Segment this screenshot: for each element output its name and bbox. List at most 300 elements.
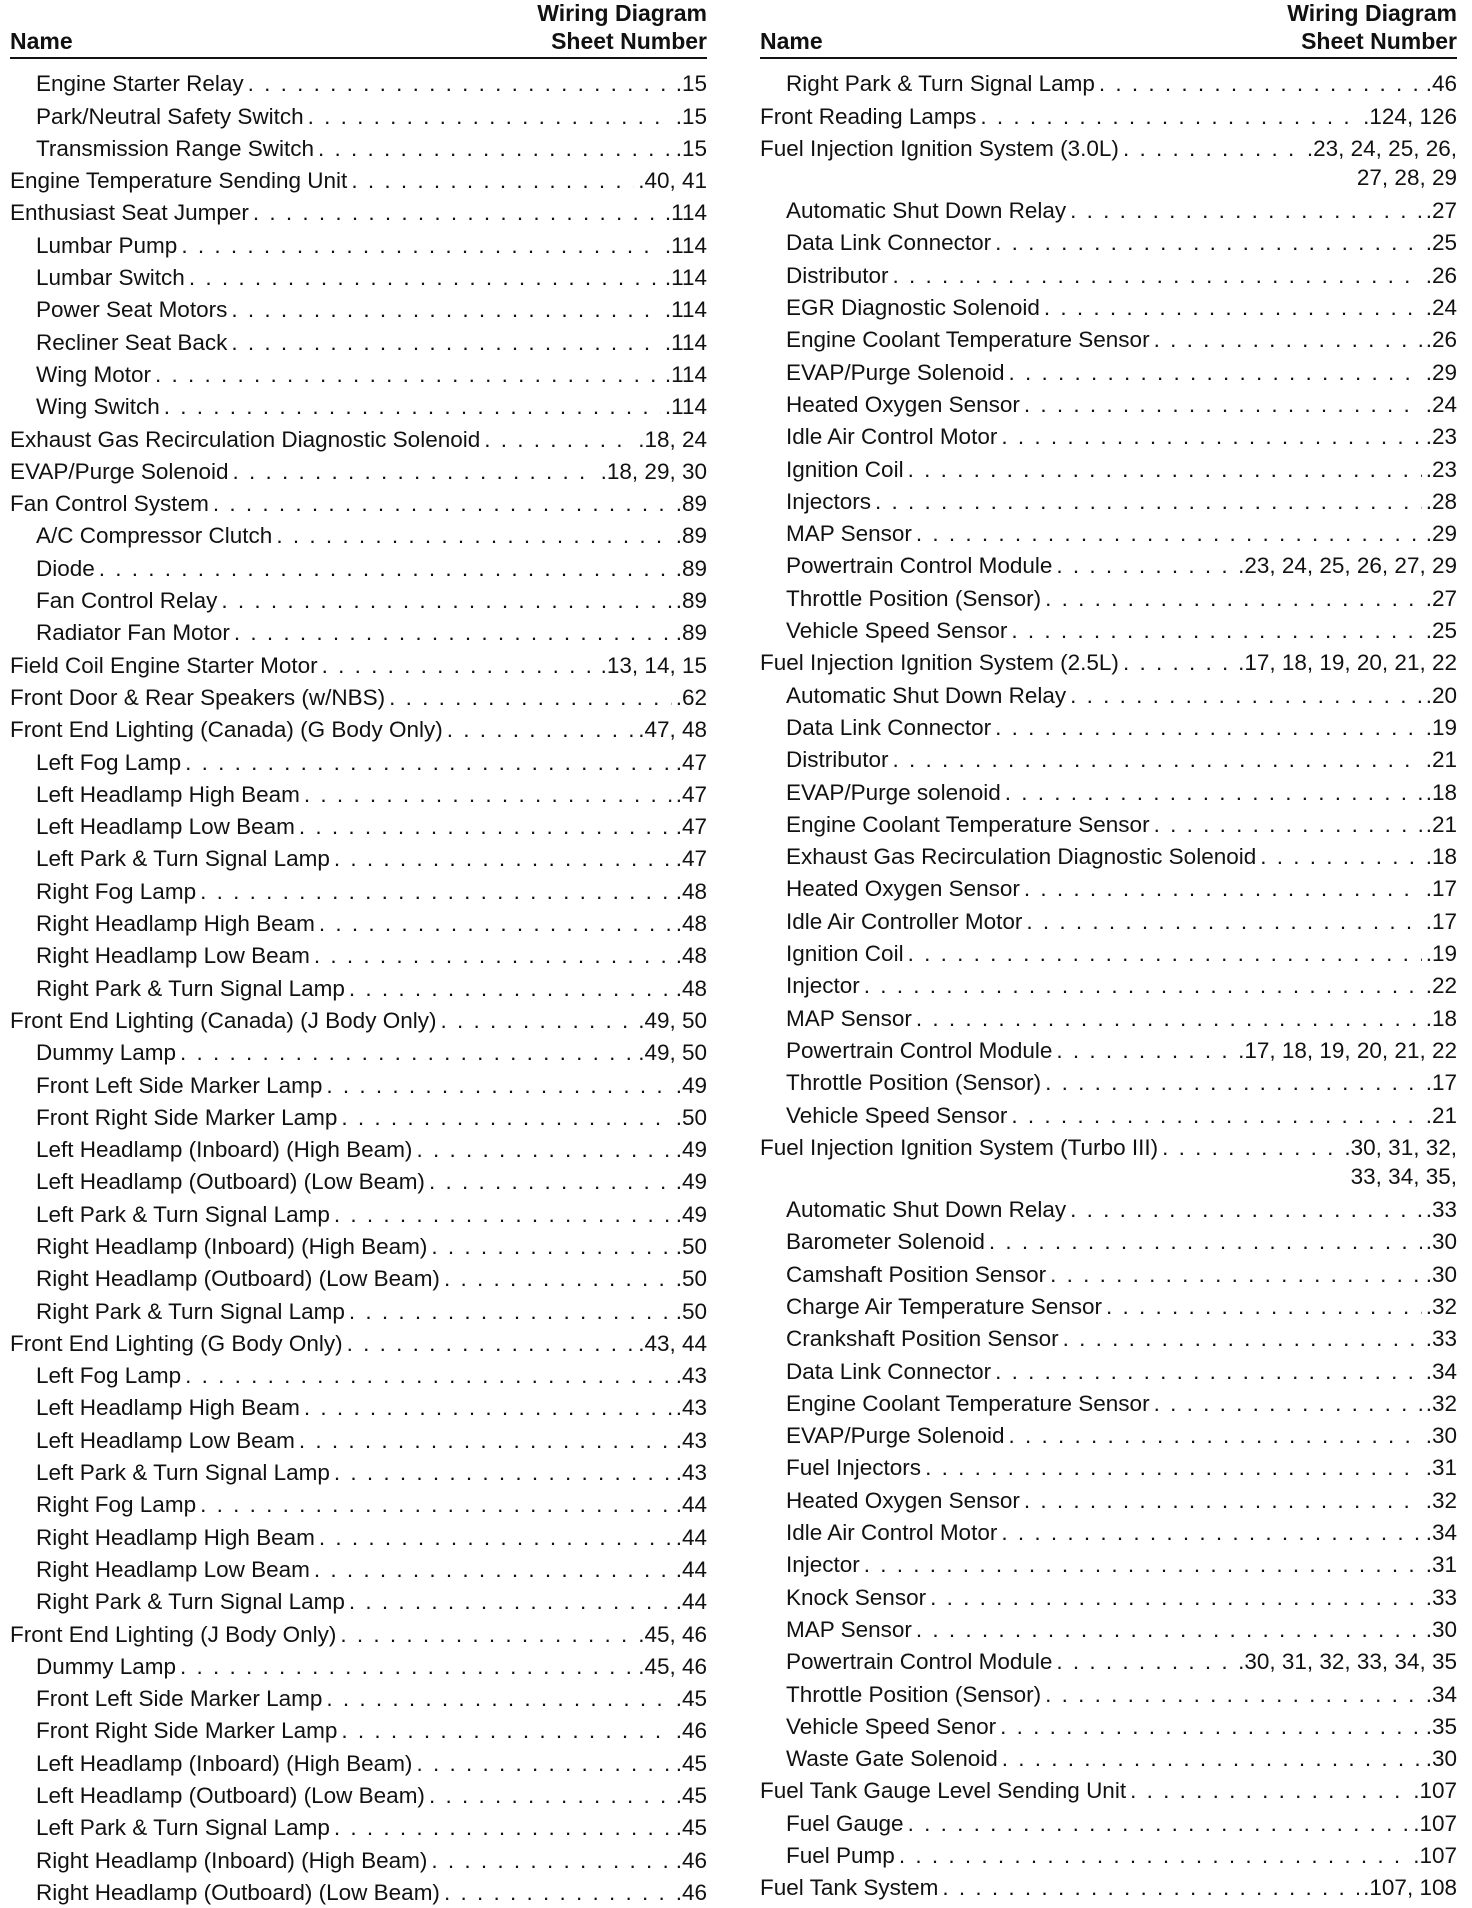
dot-leader bbox=[1045, 1068, 1422, 1098]
entry-name: Front End Lighting (J Body Only) bbox=[10, 1621, 337, 1647]
dot-leader bbox=[1154, 810, 1422, 840]
index-entry bbox=[10, 713, 707, 745]
index-subentry bbox=[760, 549, 1457, 581]
entry-name: Ignition Coil bbox=[786, 456, 904, 482]
dot-leader bbox=[1056, 1647, 1234, 1677]
entry-sheet-numbers: .44 bbox=[675, 1492, 707, 1518]
index-entry bbox=[10, 1004, 707, 1036]
dot-leader bbox=[1001, 1518, 1421, 1548]
entry-name: Front End Lighting (Canada) (G Body Only) bbox=[10, 717, 443, 743]
entry-sheet-numbers: .40, 41 bbox=[638, 168, 707, 194]
entry-name: Powertrain Control Module bbox=[786, 1037, 1053, 1063]
index-subentry bbox=[760, 1451, 1457, 1483]
index-subentry bbox=[760, 1419, 1457, 1451]
index-subentry bbox=[760, 1193, 1457, 1225]
index-subentry bbox=[10, 1165, 707, 1197]
sheet-header-line1: Wiring Diagram bbox=[1287, 0, 1457, 26]
entry-sheet-numbers: .13, 14, 15 bbox=[600, 652, 707, 678]
entry-name: EVAP/Purge Solenoid bbox=[10, 458, 229, 484]
dot-leader bbox=[276, 521, 671, 551]
dot-leader bbox=[1070, 196, 1422, 226]
index-subentry bbox=[10, 1423, 707, 1455]
dot-leader bbox=[1123, 648, 1234, 678]
index-entry bbox=[10, 196, 707, 228]
index-subentry bbox=[760, 226, 1457, 258]
entry-sheet-numbers: .21 bbox=[1425, 747, 1457, 773]
entry-name: Heated Oxygen Sensor bbox=[786, 391, 1020, 417]
entry-sheet-numbers: .21 bbox=[1425, 811, 1457, 837]
name-header: Name bbox=[760, 28, 823, 54]
index-subentry bbox=[760, 1806, 1457, 1838]
right-column bbox=[760, 0, 1457, 1903]
entry-name: Wing Switch bbox=[36, 394, 160, 420]
entry-sheet-numbers: .47 bbox=[675, 814, 707, 840]
dot-leader bbox=[334, 1813, 672, 1843]
sheet-number-header bbox=[1287, 0, 1457, 55]
index-subentry bbox=[10, 551, 707, 583]
entry-sheet-numbers: .46 bbox=[675, 1847, 707, 1873]
index-subentry bbox=[760, 1387, 1457, 1419]
dot-leader bbox=[416, 1135, 671, 1165]
index-subentry bbox=[10, 1133, 707, 1165]
dot-leader bbox=[1000, 1712, 1422, 1742]
index-subentry bbox=[10, 1230, 707, 1262]
entry-name: MAP Sensor bbox=[786, 521, 912, 547]
entry-sheet-numbers: .26 bbox=[1425, 262, 1457, 288]
dot-leader bbox=[989, 1227, 1422, 1257]
entry-name: Left Headlamp (Outboard) (Low Beam) bbox=[36, 1169, 425, 1195]
entry-name: Front Reading Lamps bbox=[760, 103, 977, 129]
entry-sheet-numbers: .89 bbox=[675, 588, 707, 614]
entry-sheet-numbers: .89 bbox=[675, 491, 707, 517]
entry-name: Engine Coolant Temperature Sensor bbox=[786, 1390, 1150, 1416]
entry-name: Front End Lighting (G Body Only) bbox=[10, 1330, 343, 1356]
dot-leader bbox=[444, 1878, 672, 1908]
entry-sheet-numbers: .47, 48 bbox=[638, 717, 707, 743]
entry-sheet-numbers: .49 bbox=[675, 1201, 707, 1227]
entry-name: Charge Air Temperature Sensor bbox=[786, 1293, 1102, 1319]
sheet-number-header bbox=[537, 0, 707, 55]
entry-sheet-numbers: .49 bbox=[675, 1169, 707, 1195]
dot-leader bbox=[1130, 1776, 1409, 1806]
entry-sheet-numbers: .49, 50 bbox=[638, 1007, 707, 1033]
dot-leader bbox=[875, 487, 1422, 517]
dot-leader bbox=[1260, 842, 1421, 872]
dot-leader bbox=[995, 1357, 1422, 1387]
entry-sheet-numbers: .32 bbox=[1425, 1487, 1457, 1513]
index-subentry bbox=[760, 420, 1457, 452]
column-header bbox=[760, 0, 1457, 59]
index-subentry bbox=[760, 1483, 1457, 1515]
entry-sheet-numbers: .47 bbox=[675, 781, 707, 807]
index-subentry bbox=[10, 519, 707, 551]
dot-leader bbox=[429, 1781, 672, 1811]
entry-sheet-numbers: .20 bbox=[1425, 682, 1457, 708]
index-subentry bbox=[10, 1036, 707, 1068]
dot-leader bbox=[893, 261, 1422, 291]
index-subentry bbox=[10, 1585, 707, 1617]
entry-sheet-numbers: .17, 18, 19, 20, 21, 22 bbox=[1238, 650, 1457, 676]
dot-leader bbox=[1123, 134, 1303, 164]
dot-leader bbox=[213, 489, 672, 519]
dot-leader bbox=[349, 974, 672, 1004]
dot-leader bbox=[1001, 422, 1421, 452]
dot-leader bbox=[916, 1004, 1422, 1034]
entry-name: MAP Sensor bbox=[786, 1005, 912, 1031]
entry-name: Left Headlamp Low Beam bbox=[36, 814, 295, 840]
index-subentry bbox=[760, 1066, 1457, 1098]
entry-sheet-numbers: .114 bbox=[664, 297, 707, 323]
entry-name: Automatic Shut Down Relay bbox=[786, 1197, 1067, 1223]
entry-sheet-numbers: .25 bbox=[1425, 618, 1457, 644]
entry-name: Right Park & Turn Signal Lamp bbox=[36, 1589, 345, 1615]
index-subentry bbox=[760, 1839, 1457, 1871]
dot-leader bbox=[1162, 1133, 1340, 1163]
entry-sheet-numbers: .47 bbox=[675, 749, 707, 775]
dot-leader bbox=[930, 1583, 1422, 1613]
index-subentry bbox=[10, 1714, 707, 1746]
dot-leader bbox=[164, 392, 661, 422]
entry-name: Front Left Side Marker Lamp bbox=[36, 1072, 323, 1098]
entry-sheet-numbers: .31 bbox=[1425, 1455, 1457, 1481]
index-subentry bbox=[10, 261, 707, 293]
index-entry bbox=[760, 1774, 1457, 1806]
entry-name: Left Fog Lamp bbox=[36, 1363, 182, 1389]
dot-leader bbox=[334, 844, 672, 874]
entry-name: Transmission Range Switch bbox=[36, 135, 315, 161]
entry-sheet-numbers: .50 bbox=[675, 1266, 707, 1292]
index-subentry bbox=[10, 132, 707, 164]
entry-name: Radiator Fan Motor bbox=[36, 620, 230, 646]
entry-sheet-numbers: .17 bbox=[1425, 908, 1457, 934]
entry-name: Left Park & Turn Signal Lamp bbox=[36, 846, 330, 872]
entry-name: Left Fog Lamp bbox=[36, 749, 182, 775]
index-entry bbox=[760, 132, 1457, 164]
dot-leader bbox=[99, 554, 672, 584]
index-entry bbox=[10, 422, 707, 454]
index-subentry bbox=[760, 452, 1457, 484]
entry-name: Fuel Tank Gauge Level Sending Unit bbox=[760, 1778, 1127, 1804]
entry-name: Automatic Shut Down Relay bbox=[786, 682, 1067, 708]
dot-leader bbox=[1045, 584, 1422, 614]
dot-leader bbox=[200, 1490, 672, 1520]
index-subentry bbox=[10, 390, 707, 422]
entry-sheet-numbers: .18 bbox=[1425, 844, 1457, 870]
dot-leader bbox=[231, 328, 661, 358]
entry-sheet-numbers: .44 bbox=[675, 1556, 707, 1582]
index-subentry bbox=[10, 1876, 707, 1908]
entry-name: Front End Lighting (Canada) (J Body Only) bbox=[10, 1007, 437, 1033]
index-subentry bbox=[10, 971, 707, 1003]
entry-name: Right Headlamp (Outboard) (Low Beam) bbox=[36, 1879, 440, 1905]
dot-leader bbox=[349, 1587, 672, 1617]
entry-name: Vehicle Speed Sensor bbox=[786, 1102, 1008, 1128]
entry-sheet-numbers: .30 bbox=[1425, 1616, 1457, 1642]
entry-sheet-numbers: .15 bbox=[675, 71, 707, 97]
entry-sheet-numbers: .107, 108 bbox=[1363, 1875, 1457, 1901]
index-subentry bbox=[760, 1225, 1457, 1257]
dot-leader bbox=[916, 519, 1422, 549]
entry-name: Right Headlamp Low Beam bbox=[36, 943, 310, 969]
dot-leader bbox=[1056, 551, 1234, 581]
dot-leader bbox=[1008, 1421, 1421, 1451]
dot-leader bbox=[248, 69, 672, 99]
entry-sheet-numbers: .23, 24, 25, 26, bbox=[1306, 135, 1457, 161]
index-entry bbox=[10, 487, 707, 519]
dot-leader bbox=[942, 1873, 1359, 1903]
entry-name: Lumbar Switch bbox=[36, 265, 185, 291]
dot-leader bbox=[925, 1453, 1422, 1483]
entry-name: Throttle Position (Sensor) bbox=[786, 1070, 1042, 1096]
entry-sheet-numbers: .89 bbox=[675, 555, 707, 581]
index-subentry bbox=[10, 1294, 707, 1326]
dot-leader bbox=[416, 1749, 671, 1779]
entry-name: Fuel Injection Ignition System (3.0L) bbox=[760, 135, 1119, 161]
entry-name: Exhaust Gas Recirculation Diagnostic Solenoid bbox=[10, 426, 481, 452]
entry-name: Left Headlamp (Inboard) (High Beam) bbox=[36, 1750, 413, 1776]
index-subentry bbox=[760, 517, 1457, 549]
dot-leader bbox=[1026, 907, 1421, 937]
entry-sheet-numbers: .46 bbox=[1425, 71, 1457, 97]
entry-name: Exhaust Gas Recirculation Diagnostic Solenoid bbox=[786, 844, 1257, 870]
dot-leader bbox=[351, 166, 634, 196]
index-subentry bbox=[10, 584, 707, 616]
entry-sheet-numbers: .21 bbox=[1425, 1102, 1457, 1128]
index-subentry bbox=[10, 358, 707, 390]
entry-sheet-numbers: .62 bbox=[675, 684, 707, 710]
entry-sheet-numbers: .30 bbox=[1425, 1261, 1457, 1287]
dot-leader bbox=[1011, 1101, 1421, 1131]
dot-leader bbox=[155, 360, 661, 390]
index-subentry bbox=[760, 1290, 1457, 1322]
entry-name: Data Link Connector bbox=[786, 230, 992, 256]
dot-leader bbox=[1070, 681, 1422, 711]
entry-sheet-numbers: .17, 18, 19, 20, 21, 22 bbox=[1238, 1037, 1457, 1063]
index-subentry bbox=[10, 1456, 707, 1488]
dot-leader bbox=[440, 1006, 634, 1036]
dot-leader bbox=[1002, 1744, 1422, 1774]
index-subentry bbox=[760, 388, 1457, 420]
dot-leader bbox=[347, 1329, 635, 1359]
index-subentry bbox=[760, 1516, 1457, 1548]
index-subentry bbox=[760, 485, 1457, 517]
dot-leader bbox=[908, 939, 1422, 969]
index-subentry bbox=[10, 745, 707, 777]
index-entry bbox=[10, 164, 707, 196]
index-subentry bbox=[760, 1001, 1457, 1033]
dot-leader bbox=[447, 715, 634, 745]
dot-leader bbox=[308, 102, 672, 132]
index-subentry bbox=[10, 1488, 707, 1520]
entry-name: Park/Neutral Safety Switch bbox=[36, 103, 304, 129]
dot-leader bbox=[334, 1200, 672, 1230]
entry-sheet-numbers: .29 bbox=[1425, 521, 1457, 547]
entry-sheet-numbers-continued: 27, 28, 29 bbox=[1356, 164, 1457, 190]
index-subentry bbox=[10, 293, 707, 325]
dot-leader bbox=[431, 1846, 671, 1876]
index-subentry bbox=[760, 1034, 1457, 1066]
dot-leader bbox=[304, 1393, 672, 1423]
entry-sheet-numbers: .44 bbox=[675, 1524, 707, 1550]
entry-name: Right Park & Turn Signal Lamp bbox=[36, 1298, 345, 1324]
entry-name: Right Headlamp Low Beam bbox=[36, 1556, 310, 1582]
left-column bbox=[10, 0, 707, 1908]
entry-sheet-numbers: .30 bbox=[1425, 1229, 1457, 1255]
index-subentry bbox=[760, 258, 1457, 290]
entry-name: Field Coil Engine Starter Motor bbox=[10, 652, 318, 678]
entry-name: Ignition Coil bbox=[786, 941, 904, 967]
index-subentry bbox=[760, 937, 1457, 969]
entry-name: Powertrain Control Module bbox=[786, 553, 1053, 579]
entry-sheet-numbers: .17 bbox=[1425, 1070, 1457, 1096]
entry-sheet-numbers: .49 bbox=[675, 1137, 707, 1163]
dot-leader bbox=[1011, 616, 1421, 646]
entry-name: Left Park & Turn Signal Lamp bbox=[36, 1815, 330, 1841]
entry-name: Fan Control System bbox=[10, 491, 209, 517]
dot-leader bbox=[1056, 1036, 1234, 1066]
entry-sheet-numbers: .34 bbox=[1425, 1358, 1457, 1384]
entry-name: Distributor bbox=[786, 262, 889, 288]
entry-name: EGR Diagnostic Solenoid bbox=[786, 295, 1040, 321]
entry-sheet-numbers: .50 bbox=[675, 1233, 707, 1259]
entry-name: Idle Air Control Motor bbox=[786, 1520, 998, 1546]
index-subentry bbox=[760, 1322, 1457, 1354]
dot-leader bbox=[326, 1071, 671, 1101]
dot-leader bbox=[234, 618, 672, 648]
entry-name: Left Headlamp (Outboard) (Low Beam) bbox=[36, 1783, 425, 1809]
entry-sheet-numbers: .45, 46 bbox=[638, 1653, 707, 1679]
entry-name: Fan Control Relay bbox=[36, 588, 218, 614]
dot-leader bbox=[341, 1716, 671, 1746]
index-subentry bbox=[760, 1548, 1457, 1580]
entry-sheet-numbers: .18 bbox=[1425, 779, 1457, 805]
dot-leader bbox=[221, 586, 671, 616]
dot-leader bbox=[1099, 69, 1422, 99]
entry-sheet-numbers: .18, 24 bbox=[638, 426, 707, 452]
entry-sheet-numbers: .28 bbox=[1425, 488, 1457, 514]
entry-sheet-numbers: .45 bbox=[675, 1686, 707, 1712]
dot-leader bbox=[231, 295, 661, 325]
dot-leader bbox=[429, 1167, 672, 1197]
sheet-header-line1: Wiring Diagram bbox=[537, 0, 707, 26]
entry-name: Wing Motor bbox=[36, 361, 152, 387]
entry-name: Dummy Lamp bbox=[36, 1653, 177, 1679]
entry-name: Crankshaft Position Sensor bbox=[786, 1326, 1059, 1352]
entry-sheet-numbers: .107 bbox=[1413, 1810, 1457, 1836]
entry-name: Idle Air Controller Motor bbox=[786, 908, 1023, 934]
entry-sheet-numbers: .50 bbox=[675, 1298, 707, 1324]
dot-leader bbox=[864, 1550, 1422, 1580]
entry-name: Right Park & Turn Signal Lamp bbox=[36, 975, 345, 1001]
entry-name: Right Headlamp (Inboard) (High Beam) bbox=[36, 1233, 428, 1259]
index-subentry bbox=[10, 1197, 707, 1229]
index-subentry bbox=[760, 1710, 1457, 1742]
entry-sheet-numbers: .15 bbox=[675, 135, 707, 161]
dot-leader bbox=[253, 198, 661, 228]
index-subentry bbox=[760, 1257, 1457, 1289]
entry-sheet-numbers: .107 bbox=[1413, 1778, 1457, 1804]
dot-leader bbox=[334, 1458, 672, 1488]
entry-sheet-numbers: .49 bbox=[675, 1072, 707, 1098]
entry-name: Data Link Connector bbox=[786, 714, 992, 740]
dot-leader bbox=[1154, 325, 1422, 355]
index-subentry bbox=[10, 1843, 707, 1875]
entry-sheet-numbers: .30, 31, 32, bbox=[1344, 1134, 1457, 1160]
entry-name: Idle Air Control Motor bbox=[786, 424, 998, 450]
index-subentry bbox=[10, 874, 707, 906]
entry-name: Barometer Solenoid bbox=[786, 1229, 985, 1255]
dot-leader bbox=[318, 134, 672, 164]
entry-sheet-numbers: .46 bbox=[675, 1718, 707, 1744]
right-entry-list bbox=[760, 67, 1457, 1903]
entry-sheet-numbers-continued: 33, 34, 35, bbox=[1350, 1163, 1457, 1189]
index-subentry bbox=[760, 1580, 1457, 1612]
entry-sheet-numbers: .19 bbox=[1425, 941, 1457, 967]
index-subentry bbox=[760, 581, 1457, 613]
entry-name: Knock Sensor bbox=[786, 1584, 927, 1610]
entry-sheet-numbers: .89 bbox=[675, 620, 707, 646]
entry-sheet-numbers: .25 bbox=[1425, 230, 1457, 256]
entry-name: MAP Sensor bbox=[786, 1616, 912, 1642]
index-subentry bbox=[10, 325, 707, 357]
entry-name: Left Park & Turn Signal Lamp bbox=[36, 1460, 330, 1486]
index-subentry bbox=[760, 1354, 1457, 1386]
dot-leader bbox=[185, 748, 672, 778]
index-subentry bbox=[10, 616, 707, 648]
entry-name: Recliner Seat Back bbox=[36, 329, 228, 355]
dot-leader bbox=[341, 1103, 671, 1133]
index-entry bbox=[760, 1131, 1457, 1163]
entry-name: EVAP/Purge Solenoid bbox=[786, 359, 1005, 385]
column-header bbox=[10, 0, 707, 59]
entry-sheet-numbers: .107 bbox=[1413, 1843, 1457, 1869]
entry-sheet-numbers: .32 bbox=[1425, 1390, 1457, 1416]
entry-name: Left Headlamp (Inboard) (High Beam) bbox=[36, 1137, 413, 1163]
entry-name: Injector bbox=[786, 973, 860, 999]
dot-leader bbox=[314, 941, 672, 971]
dot-leader bbox=[995, 713, 1422, 743]
entry-sheet-numbers: .114 bbox=[664, 361, 707, 387]
index-subentry bbox=[760, 194, 1457, 226]
dot-leader bbox=[322, 651, 597, 681]
entry-name: Engine Starter Relay bbox=[36, 71, 244, 97]
entry-name: Data Link Connector bbox=[786, 1358, 992, 1384]
dot-leader bbox=[1050, 1260, 1422, 1290]
index-subentry bbox=[10, 1650, 707, 1682]
dot-leader bbox=[314, 1555, 672, 1585]
entry-name: Front Right Side Marker Lamp bbox=[36, 1718, 338, 1744]
index-subentry bbox=[760, 872, 1457, 904]
entry-sheet-numbers: .114 bbox=[664, 265, 707, 291]
index-subentry bbox=[10, 1068, 707, 1100]
entry-name: Enthusiast Seat Jumper bbox=[10, 200, 249, 226]
index-entry bbox=[760, 1871, 1457, 1903]
index-entry bbox=[760, 99, 1457, 131]
entry-sheet-numbers: .46 bbox=[675, 1879, 707, 1905]
entry-sheet-numbers: .15 bbox=[675, 103, 707, 129]
entry-sheet-numbers: .48 bbox=[675, 878, 707, 904]
entry-sheet-numbers: .48 bbox=[675, 911, 707, 937]
entry-name: Heated Oxygen Sensor bbox=[786, 876, 1020, 902]
entry-sheet-numbers: .89 bbox=[675, 523, 707, 549]
entry-name: Right Park & Turn Signal Lamp bbox=[786, 71, 1095, 97]
entry-name: Waste Gate Solenoid bbox=[786, 1746, 998, 1772]
entry-sheet-numbers: .32 bbox=[1425, 1293, 1457, 1319]
entry-sheet-numbers: .45, 46 bbox=[638, 1621, 707, 1647]
entry-sheet-numbers: .48 bbox=[675, 943, 707, 969]
entry-sheet-numbers: .45 bbox=[675, 1783, 707, 1809]
entry-sheet-numbers: .114 bbox=[664, 329, 707, 355]
